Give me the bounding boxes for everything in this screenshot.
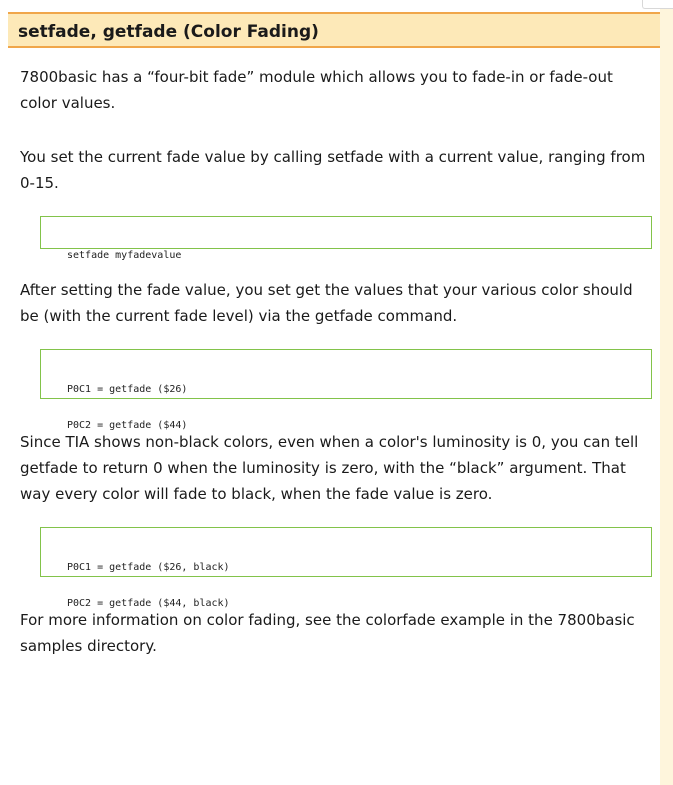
code-line: P0C1 = getfade ($26) xyxy=(67,384,188,395)
setfade-paragraph: You set the current fade value by calling setfade with a current value, ranging from 0-15. xyxy=(20,148,646,192)
code-block-getfade-black xyxy=(40,527,652,609)
code-line: P0C1 = getfade ($26, black) xyxy=(67,562,230,573)
code-block-setfade xyxy=(40,216,652,261)
code-line: setfade myfadevalue xyxy=(67,250,182,261)
black-argument-paragraph: Since TIA shows non-black colors, even when a color's luminosity is 0, you can tell getfade to return 0 when the luminosity is zero, with the “black” argument. That way every color will fade to black, when the fade value is zero. xyxy=(20,433,639,503)
code-line: P0C2 = getfade ($44) xyxy=(67,420,188,431)
scroll-corner xyxy=(642,0,673,9)
right-sidebar-rail xyxy=(660,0,673,785)
intro-paragraph: 7800basic has a “four-bit fade” module which allows you to fade-in or fade-out color values. xyxy=(20,68,613,112)
doc-content xyxy=(8,12,660,659)
section-title: setfade, getfade (Color Fading) xyxy=(18,22,319,42)
code-block-getfade xyxy=(40,349,652,431)
more-info-paragraph: For more information on color fading, see the colorfade example in the 7800basic samples directory. xyxy=(20,611,635,655)
section-header xyxy=(8,12,660,48)
code-line: P0C2 = getfade ($44, black) xyxy=(67,598,230,609)
getfade-paragraph: After setting the fade value, you set get the values that your various color should be (with the current fade level) via the getfade command. xyxy=(20,281,633,325)
